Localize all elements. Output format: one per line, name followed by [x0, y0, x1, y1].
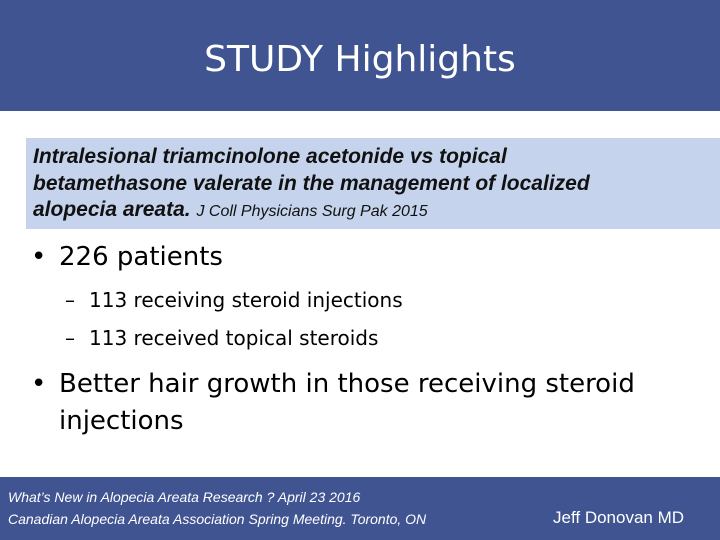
footer-author: Jeff Donovan MD [553, 508, 685, 527]
bullet-text: 226 patients [59, 242, 223, 272]
sub-bullet-text: 113 receiving steroid injections [89, 288, 403, 312]
bullet-dot: • [31, 369, 47, 399]
citation-box [26, 138, 720, 229]
bullet-dot: • [31, 242, 47, 272]
slide-title: STUDY Highlights [204, 39, 516, 80]
footer-meeting-name: Canadian Alopecia Areata Association Spring Meeting. Toronto, ON [8, 511, 427, 527]
citation-journal: J Coll Physicians Surg Pak 2015 [196, 203, 428, 220]
footer-event-title: What’s New in Alopecia Areata Research ? April 23 2016 [8, 489, 361, 505]
citation-title-line-1: Intralesional triamcinolone acetonide vs topical [33, 145, 507, 168]
bullet-text: injections [59, 406, 184, 436]
citation-title-line-3: alopecia areata. [33, 198, 191, 221]
footer-bar [0, 477, 720, 540]
title-bar [0, 0, 720, 111]
citation-title-line-2: betamethasone valerate in the management of localized [33, 171, 590, 195]
citation-text [33, 144, 713, 226]
sub-bullet-dash: – [65, 288, 75, 312]
sub-bullet-dash: – [65, 326, 75, 350]
bullet-text: Better hair growth in those receiving steroid [59, 369, 635, 399]
sub-bullet-text: 113 received topical steroids [89, 326, 379, 350]
